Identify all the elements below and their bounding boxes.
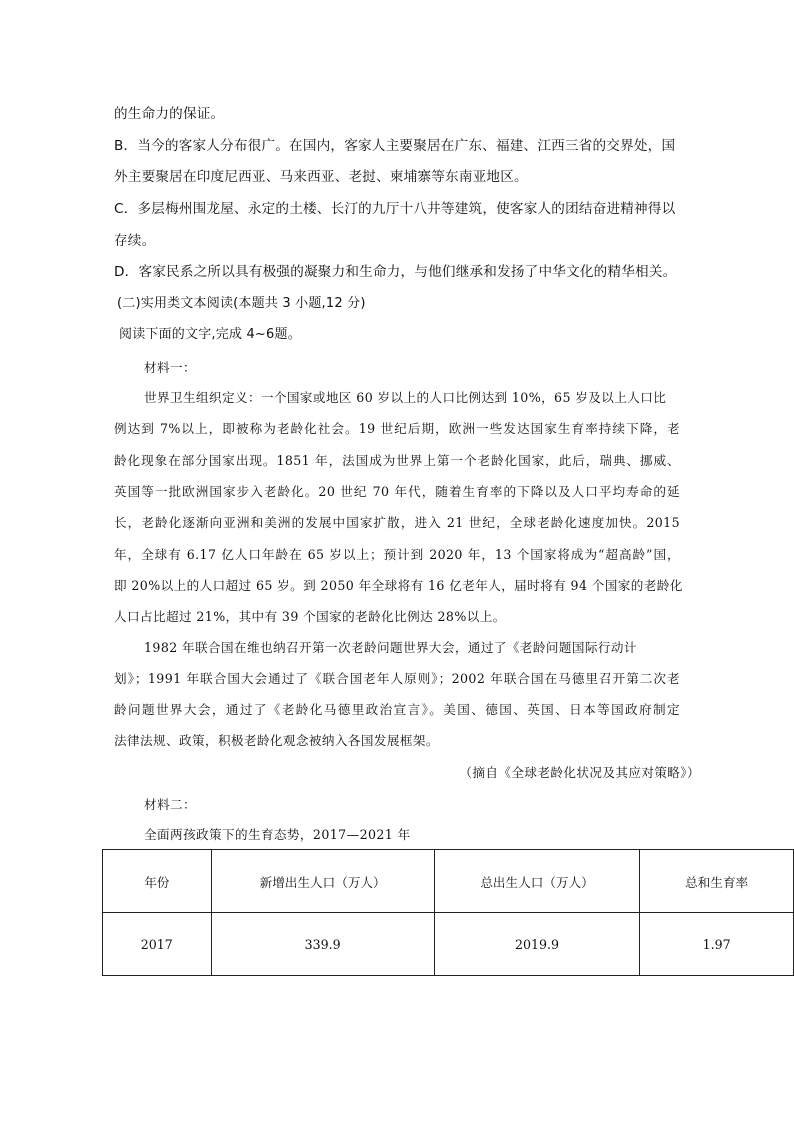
table-header-cell: 总出生人口（万人） [434,850,640,913]
table-header-row [103,850,794,913]
material1-source: （摘自《全球老龄化状况及其应对策略》） [459,765,700,780]
material1-p2-line: 1982 年联合国在维也纳召开第一次老龄问题世界大会，通过了《老龄问题国际行动计 [144,640,637,655]
option-b-line1: B．当今的客家人分布很广。在国内，客家人主要聚居在广东、福建、江西三省的交界处，国 [114,138,676,154]
material1-p2-line: 法律法规、政策，积极老龄化观念被纳入各国发展框架。 [114,733,439,748]
material1-p1-line: 长，老龄化逐渐向亚洲和美洲的发展中国家扩散，进入 21 世纪，全球老龄化速度加快。2015 [114,515,680,530]
option-c-line2: 存续。 [114,233,156,249]
prev-text-tail: 的生命力的保证。 [114,106,225,122]
material1-p2-line: 划》；1991 年联合国大会通过了《联合国老年人原则》；2002 年联合国在马德里召开第二次老 [114,671,680,686]
material1-p1-line: 人口占比超过 21%，其中有 39 个国家的老龄化比例达 28%以上。 [114,609,506,624]
table-header-cell: 总和生育率 [640,850,794,913]
section-heading: (二)实用类文本阅读(本题共 3 小题,12 分) [117,296,366,311]
table-header-cell: 年份 [103,850,212,913]
table-cell: 1.97 [640,913,794,976]
table-cell: 339.9 [211,913,434,976]
material1-p1-line: 例达到 7%以上，即被称为老龄化社会。19 世纪后期，欧洲一些发达国家生育率持续下降，老 [114,421,680,436]
material1-p1-line: 即 20%以上的人口超过 65 岁。到 2050 年全球将有 16 亿老年人，届时将有 94 个国家的老龄化 [114,578,683,593]
material2-caption: 全面两孩政策下的生育态势，2017—2021 年 [144,827,411,842]
table-cell: 2017 [103,913,212,976]
table-header-cell: 新增出生人口（万人） [211,850,434,913]
material1-p1-line: 龄化现象在部分国家出现。1851 年，法国成为世界上第一个老龄化国家，此后，瑞典、挪威、 [114,453,680,468]
material2-label: 材料二： [144,797,196,812]
material1-p1-line: 英国等一批欧洲国家步入老龄化。20 世纪 70 年代，随着生育率的下降以及人口平均寿命的延 [114,484,680,499]
birth-data-table [102,849,794,976]
option-c-line1: C．多层梅州围龙屋、永定的土楼、长汀的九厅十八井等建筑，使客家人的团结奋进精神得以 [114,201,676,217]
material1-p2-line: 龄问题世界大会，通过了《老龄化马德里政治宣言》。美国、德国、英国、日本等国政府制定 [114,702,680,717]
option-b-line2: 外主要聚居在印度尼西亚、马来西亚、老挝、柬埔寨等东南亚地区。 [114,169,528,185]
table-row [103,913,794,976]
material1-label: 材料一： [144,360,196,375]
option-d: D．客家民系之所以具有极强的凝聚力和生命力，与他们继承和发扬了中华文化的精华相关。 [114,264,677,280]
material1-p1-line: 年，全球有 6.17 亿人口年龄在 65 岁以上；预计到 2020 年，13 个国家将成为“超高龄”国， [114,547,680,562]
material1-p1-line: 世界卫生组织定义：一个国家或地区 60 岁以上的人口比例达到 10%，65 岁及以上人口比 [144,390,667,405]
section-instruction: 阅读下面的文字,完成 4~6题。 [119,327,301,342]
table-cell: 2019.9 [434,913,640,976]
